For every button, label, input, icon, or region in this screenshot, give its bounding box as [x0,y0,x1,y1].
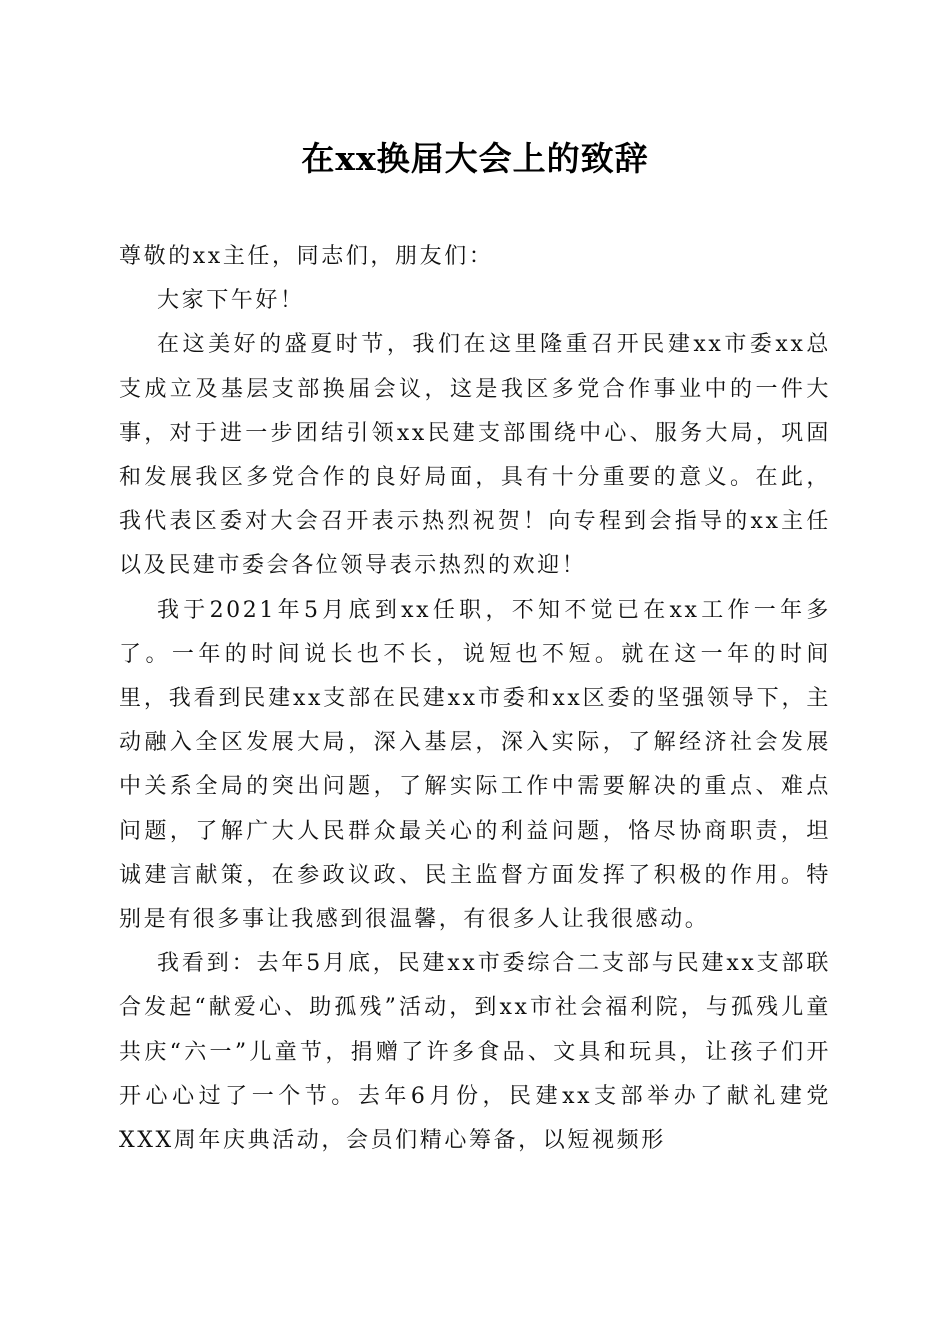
paragraph-greeting: 大家下午好！ [157,288,305,314]
paragraph-review: 我于2021年5月底到xx任职，不知不觉已在xx工作一年多了。一年的时间说长也不长，说短也不短。就在这一年的时间里，我看到民建xx支部在民建xx市委和xx区委的坚强领导下，主动融入全区发展大局，深入基层，深入实际，了解经济社会发展中关系全局的突出问题，了解实际工作中需要解决的重点、难点问题，了解广大人民群众最关心的利益问题，恪尽协商职责，坦诚建言献策，在参政议政、民主监督方面发挥了积极的作用。特别是有很多事让我感到很温馨，有很多人让我很感动。 [119,597,831,933]
document-body [119,235,831,1163]
salutation: 尊敬的xx主任，同志们，朋友们： [119,244,494,269]
paragraph-opening: 在这美好的盛夏时节，我们在这里隆重召开民建xx市委xx总支成立及基层支部换届会议，这是我区多党合作事业中的一件大事，对于进一步团结引领xx民建支部围绕中心、服务大局，巩固和发展我区多党合作的良好局面，具有十分重要的意义。在此，我代表区委对大会召开表示热烈祝贺！向专程到会指导的xx主任以及民建市委会各位领导表示热烈的欢迎！ [119,332,831,579]
document-title: 在xx换届大会上的致辞 [301,139,649,178]
paragraph-examples: 我看到：去年5月底，民建xx市委综合二支部与民建xx支部联合发起“献爱心、助孤残”活动，到xx市社会福利院，与孤残儿童共庆“六一”儿童节，捐赠了许多食品、文具和玩具，让孩子们开开心心过了一个节。去年6月份，民建xx支部举办了献礼建党XXX周年庆典活动，会员们精心筹备，以短视频形 [119,951,831,1154]
